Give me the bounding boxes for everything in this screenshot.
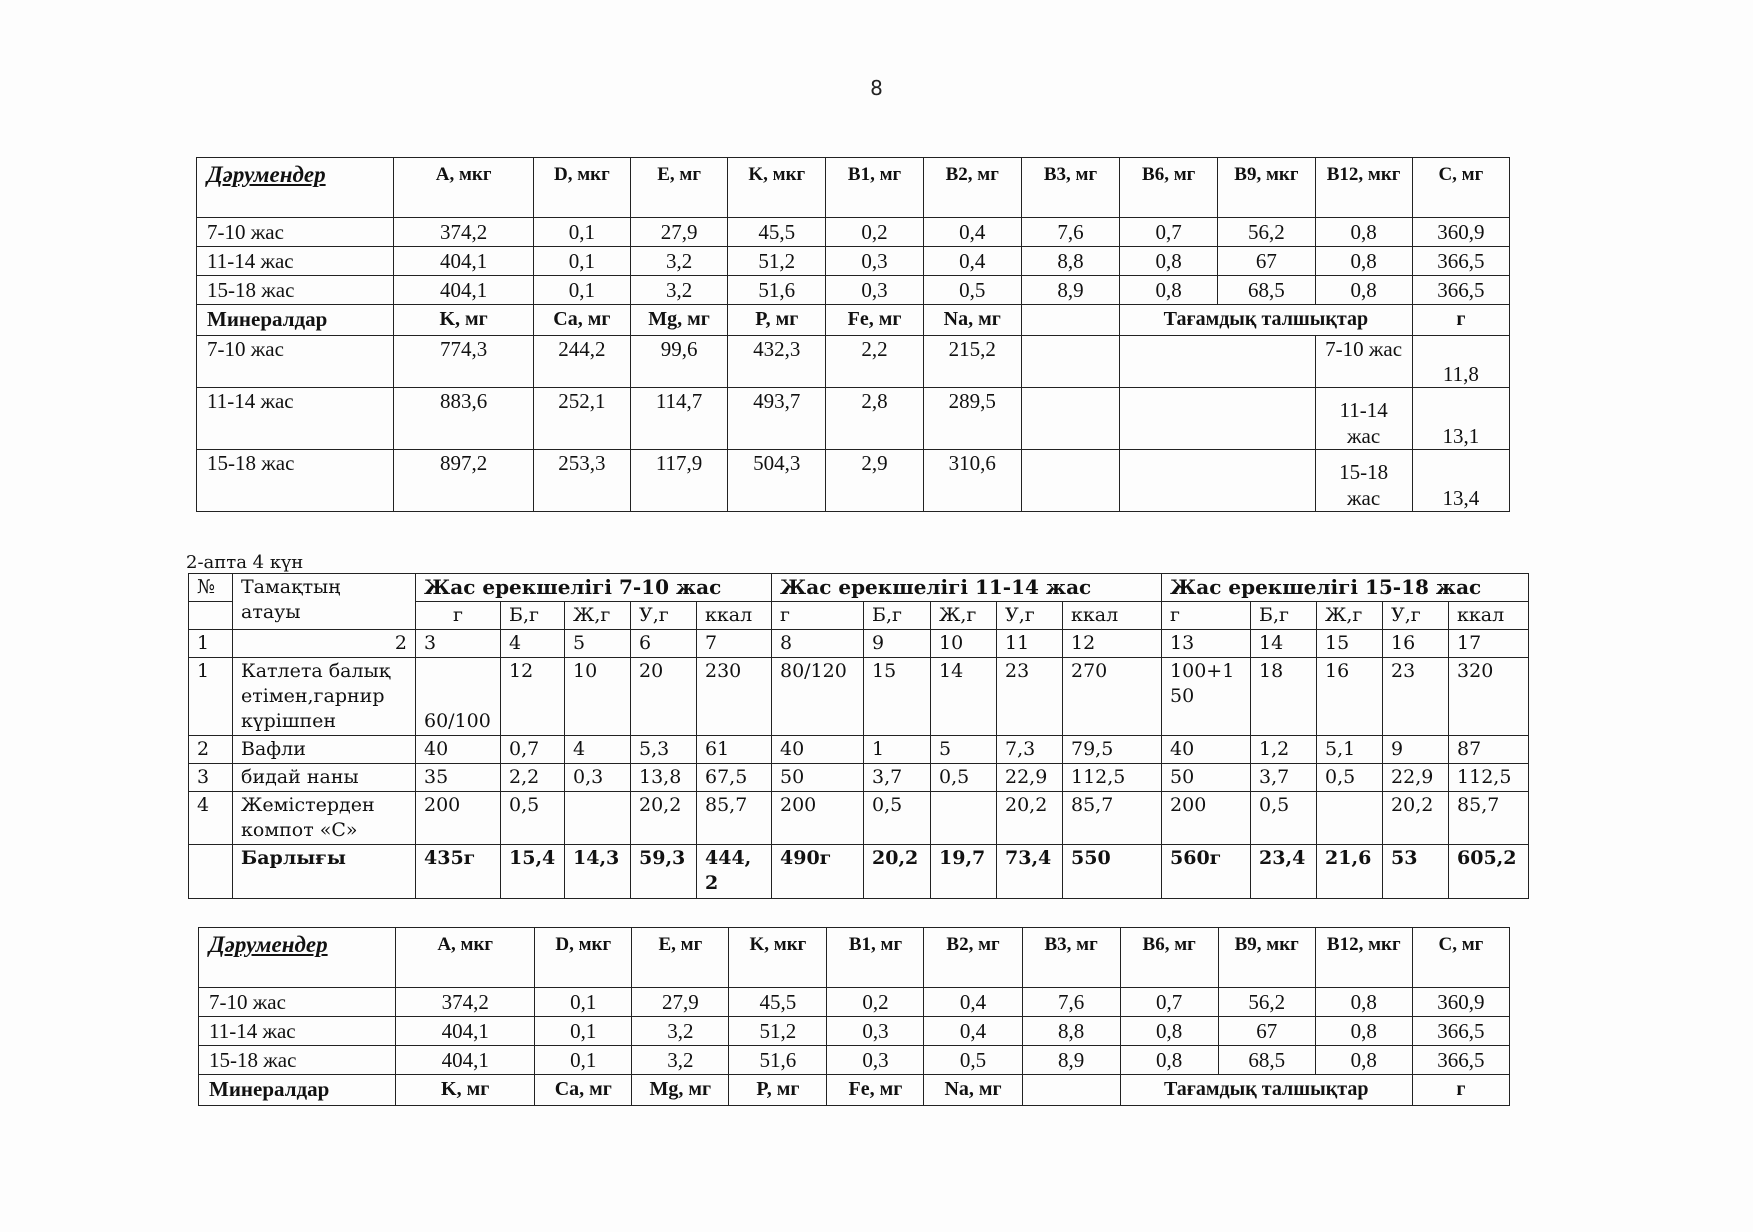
total-cell: 21,6 [1317, 845, 1383, 899]
fiber-value: 13,4 [1412, 450, 1509, 512]
cell: 8,8 [1021, 247, 1119, 276]
column-index: 5 [565, 630, 631, 658]
col-header: Na, мг [923, 305, 1021, 336]
cell: 20,2 [631, 792, 697, 845]
subcol-header: Б,г [864, 602, 931, 630]
cell: 40 [416, 736, 501, 764]
cell: 40 [1162, 736, 1251, 764]
cell: 360,9 [1412, 218, 1509, 247]
cell: 12 [501, 658, 565, 736]
cell: 3,2 [632, 1017, 729, 1046]
cell: 0,4 [923, 218, 1021, 247]
cell: 404,1 [396, 1046, 535, 1075]
cell: 0,5 [1317, 764, 1383, 792]
cell: 5,3 [631, 736, 697, 764]
column-index: 4 [501, 630, 565, 658]
column-index: 17 [1449, 630, 1529, 658]
food-name-header-line1: Тамақтың [241, 576, 341, 598]
cell: 404,1 [394, 247, 533, 276]
cell: 100+150 [1162, 658, 1251, 736]
vitamins-row [197, 247, 1510, 276]
fiber-value: 11,8 [1412, 336, 1509, 388]
subcol-header: Б,г [501, 602, 565, 630]
col-header: B6, мг [1120, 158, 1218, 218]
cell: 9 [1383, 736, 1449, 764]
total-cell: 560г [1162, 845, 1251, 899]
cell: 0,8 [1315, 1017, 1412, 1046]
cell: 883,6 [394, 388, 533, 450]
col-header: Ca, мг [533, 305, 630, 336]
cell: 0,3 [827, 1046, 924, 1075]
cell: 45,5 [729, 988, 827, 1017]
column-index: 13 [1162, 630, 1251, 658]
food-name: Жемістерден компот «С» [233, 792, 416, 845]
menu-row [189, 658, 1529, 736]
cell: 366,5 [1412, 1017, 1509, 1046]
cell: 22,9 [1383, 764, 1449, 792]
cell: 0,8 [1315, 988, 1412, 1017]
fiber-header: Тағамдық талшықтар [1120, 305, 1413, 336]
cell: 504,3 [728, 450, 826, 512]
cell: 0,8 [1315, 247, 1412, 276]
subcol-header: ккал [1063, 602, 1162, 630]
subcol-header: У,г [997, 602, 1063, 630]
col-header: B9, мкг [1218, 928, 1315, 988]
cell: 61 [697, 736, 772, 764]
total-cell: 59,3 [631, 845, 697, 899]
col-header: D, мкг [533, 158, 630, 218]
col-header: B9, мкг [1218, 158, 1315, 218]
fiber-age: 11-14 жас [1315, 388, 1412, 450]
col-header: Ca, мг [535, 1075, 632, 1106]
col-header: B1, мг [827, 928, 924, 988]
cell: 366,5 [1412, 247, 1509, 276]
cell: 289,5 [923, 388, 1021, 450]
cell: 15 [864, 658, 931, 736]
cell: 85,7 [1449, 792, 1529, 845]
cell: 3,2 [630, 276, 727, 305]
cell: 8,8 [1022, 1017, 1120, 1046]
cell: 68,5 [1218, 276, 1315, 305]
cell: 244,2 [533, 336, 630, 388]
subcol-header: г [416, 602, 501, 630]
cell: 3,2 [630, 247, 727, 276]
cell: 45,5 [728, 218, 826, 247]
food-name-header-line2: атауы [241, 601, 301, 623]
cell [565, 792, 631, 845]
cell: 374,2 [396, 988, 535, 1017]
cell: 85,7 [697, 792, 772, 845]
minerals-header-row [199, 1075, 1510, 1106]
column-index: 12 [1063, 630, 1162, 658]
cell: 493,7 [728, 388, 826, 450]
age-group-header-11-14: Жас ерекшелігі 11-14 жас [772, 574, 1162, 602]
col-header: P, мг [728, 305, 826, 336]
column-index: 1 [189, 630, 233, 658]
col-header: B3, мг [1021, 158, 1119, 218]
cell: 0,4 [923, 247, 1021, 276]
cell: 56,2 [1218, 218, 1315, 247]
cell: 16 [1317, 658, 1383, 736]
cell: 99,6 [630, 336, 727, 388]
cell: 10 [565, 658, 631, 736]
cell: 0,8 [1120, 1017, 1218, 1046]
row-label: 7-10 жас [199, 988, 396, 1017]
cell: 0,8 [1120, 1046, 1218, 1075]
cell: 87 [1449, 736, 1529, 764]
col-header: E, мг [632, 928, 729, 988]
menu-row [189, 736, 1529, 764]
col-header: A, мкг [396, 928, 535, 988]
cell: 40 [772, 736, 864, 764]
column-index: 11 [997, 630, 1063, 658]
cell: 252,1 [533, 388, 630, 450]
total-row [189, 845, 1529, 899]
cell: 114,7 [630, 388, 727, 450]
cell: 85,7 [1063, 792, 1162, 845]
cell: 23 [997, 658, 1063, 736]
column-index: 9 [864, 630, 931, 658]
col-header: K, мг [394, 305, 533, 336]
col-header: K, мг [396, 1075, 535, 1106]
fiber-age: 7-10 жас [1315, 336, 1412, 388]
cell: 320 [1449, 658, 1529, 736]
cell: 20 [631, 658, 697, 736]
empty-cell [1021, 388, 1119, 450]
total-cell: 15,4 [501, 845, 565, 899]
cell: 0,5 [1251, 792, 1317, 845]
fiber-age: 15-18 жас [1315, 450, 1412, 512]
vitamins-minerals-table-1 [196, 157, 1510, 512]
cell: 4 [565, 736, 631, 764]
empty-cell [189, 845, 233, 899]
col-header: Fe, мг [827, 1075, 924, 1106]
cell: 7,6 [1022, 988, 1120, 1017]
col-header: K, мкг [728, 158, 826, 218]
row-label: 11-14 жас [197, 247, 394, 276]
subcol-header: г [1162, 602, 1251, 630]
subcol-header: ккал [697, 602, 772, 630]
menu-group-header-row [189, 574, 1529, 602]
col-header: B6, мг [1120, 928, 1218, 988]
total-cell: 550 [1063, 845, 1162, 899]
cell: 14 [931, 658, 997, 736]
fiber-value: 13,1 [1412, 388, 1509, 450]
column-index: 2 [233, 630, 416, 658]
menu-row [189, 792, 1529, 845]
row-number: 4 [189, 792, 233, 845]
total-cell: 490г [772, 845, 864, 899]
column-index: 15 [1317, 630, 1383, 658]
col-header: E, мг [630, 158, 727, 218]
cell: 2,8 [826, 388, 923, 450]
vitamins-row [197, 218, 1510, 247]
col-header: B1, мг [826, 158, 923, 218]
subcol-header: У,г [631, 602, 697, 630]
cell: 0,4 [924, 1017, 1022, 1046]
cell: 27,9 [630, 218, 727, 247]
row-number: 1 [189, 658, 233, 736]
col-header: B3, мг [1022, 928, 1120, 988]
cell: 2,2 [826, 336, 923, 388]
cell: 200 [416, 792, 501, 845]
cell: 60/100 [416, 658, 501, 736]
total-label: Барлығы [233, 845, 416, 899]
cell: 7,3 [997, 736, 1063, 764]
fiber-header: Тағамдық талшықтар [1120, 1075, 1412, 1106]
vitamins-minerals-table-2 [198, 927, 1510, 1106]
cell: 35 [416, 764, 501, 792]
subcol-header: Ж,г [931, 602, 997, 630]
cell: 0,3 [826, 276, 923, 305]
food-name-header [233, 574, 416, 630]
cell: 3,7 [1251, 764, 1317, 792]
cell: 67 [1218, 1017, 1315, 1046]
cell: 1,2 [1251, 736, 1317, 764]
col-header: B2, мг [923, 158, 1021, 218]
col-header: D, мкг [535, 928, 632, 988]
total-cell: 23,4 [1251, 845, 1317, 899]
subcol-header: г [772, 602, 864, 630]
cell: 112,5 [1063, 764, 1162, 792]
cell: 0,3 [827, 1017, 924, 1046]
column-index: 16 [1383, 630, 1449, 658]
cell: 360,9 [1412, 988, 1509, 1017]
cell: 13,8 [631, 764, 697, 792]
row-label: 11-14 жас [197, 388, 394, 450]
fiber-unit: г [1412, 1075, 1509, 1106]
total-cell: 20,2 [864, 845, 931, 899]
cell: 68,5 [1218, 1046, 1315, 1075]
row-label: 15-18 жас [199, 1046, 396, 1075]
cell: 67,5 [697, 764, 772, 792]
cell: 0,8 [1315, 276, 1412, 305]
cell: 50 [1162, 764, 1251, 792]
col-header: C, мг [1412, 158, 1509, 218]
cell: 67 [1218, 247, 1315, 276]
cell: 0,8 [1120, 247, 1218, 276]
cell: 0,1 [535, 1017, 632, 1046]
minerals-title: Минералдар [199, 1075, 396, 1106]
cell: 2,2 [501, 764, 565, 792]
cell: 0,5 [931, 764, 997, 792]
cell: 8,9 [1022, 1046, 1120, 1075]
cell: 0,8 [1120, 276, 1218, 305]
col-header: A, мкг [394, 158, 533, 218]
cell: 0,7 [1120, 988, 1218, 1017]
cell: 0,1 [535, 988, 632, 1017]
column-index-row [189, 630, 1529, 658]
cell: 0,8 [1315, 1046, 1412, 1075]
cell: 0,1 [533, 276, 630, 305]
cell: 50 [772, 764, 864, 792]
empty-cell [1120, 336, 1315, 388]
num-header: № [189, 574, 233, 602]
subcol-header: Ж,г [565, 602, 631, 630]
col-header: B12, мкг [1315, 928, 1412, 988]
empty-cell [1120, 388, 1315, 450]
cell: 0,5 [864, 792, 931, 845]
cell: 270 [1063, 658, 1162, 736]
cell: 20,2 [1383, 792, 1449, 845]
subcol-header: У,г [1383, 602, 1449, 630]
empty-cell [1021, 305, 1119, 336]
cell: 0,4 [924, 988, 1022, 1017]
column-index: 14 [1251, 630, 1317, 658]
row-label: 11-14 жас [199, 1017, 396, 1046]
row-number: 3 [189, 764, 233, 792]
menu-caption: 2-апта 4 күн [186, 552, 304, 573]
vitamins-header-row [197, 158, 1510, 218]
total-cell: 53 [1383, 845, 1449, 899]
column-index: 8 [772, 630, 864, 658]
cell: 0,1 [535, 1046, 632, 1075]
page-number: 8 [870, 76, 883, 100]
minerals-row [197, 388, 1510, 450]
cell: 20,2 [997, 792, 1063, 845]
column-index: 7 [697, 630, 772, 658]
cell: 3,7 [864, 764, 931, 792]
cell: 23 [1383, 658, 1449, 736]
subcol-header: ккал [1449, 602, 1529, 630]
cell: 8,9 [1021, 276, 1119, 305]
row-label: 7-10 жас [197, 336, 394, 388]
empty-cell [1021, 450, 1119, 512]
food-name: Вафли [233, 736, 416, 764]
col-header: Mg, мг [630, 305, 727, 336]
cell: 51,2 [728, 247, 826, 276]
cell: 7,6 [1021, 218, 1119, 247]
vitamins-title: Дәрумендер [199, 928, 396, 988]
vitamins-row [197, 276, 1510, 305]
age-group-header-15-18: Жас ерекшелігі 15-18 жас [1162, 574, 1529, 602]
total-cell: 19,7 [931, 845, 997, 899]
minerals-row [197, 336, 1510, 388]
col-header: B12, мкг [1315, 158, 1412, 218]
cell: 0,2 [826, 218, 923, 247]
empty-cell [189, 602, 233, 630]
cell: 112,5 [1449, 764, 1529, 792]
age-group-header-7-10: Жас ерекшелігі 7-10 жас [416, 574, 772, 602]
column-index: 10 [931, 630, 997, 658]
vitamins-row [199, 1046, 1510, 1075]
cell: 22,9 [997, 764, 1063, 792]
total-cell: 605,2 [1449, 845, 1529, 899]
column-index: 6 [631, 630, 697, 658]
total-cell: 435г [416, 845, 501, 899]
vitamins-row [199, 1017, 1510, 1046]
cell: 80/120 [772, 658, 864, 736]
col-header: B2, мг [924, 928, 1022, 988]
cell: 366,5 [1412, 1046, 1509, 1075]
cell: 2,9 [826, 450, 923, 512]
cell: 310,6 [923, 450, 1021, 512]
row-label: 7-10 жас [197, 218, 394, 247]
cell: 0,8 [1315, 218, 1412, 247]
cell: 0,5 [923, 276, 1021, 305]
col-header: P, мг [729, 1075, 827, 1106]
cell: 5 [931, 736, 997, 764]
cell [1317, 792, 1383, 845]
col-header: Na, мг [924, 1075, 1022, 1106]
menu-table [188, 573, 1529, 899]
cell: 1 [864, 736, 931, 764]
cell: 774,3 [394, 336, 533, 388]
col-header: C, мг [1412, 928, 1509, 988]
cell: 215,2 [923, 336, 1021, 388]
menu-row [189, 764, 1529, 792]
cell: 3,2 [632, 1046, 729, 1075]
cell: 374,2 [394, 218, 533, 247]
empty-cell [1120, 450, 1315, 512]
cell: 404,1 [394, 276, 533, 305]
total-cell: 444,2 [697, 845, 772, 899]
col-header: Mg, мг [632, 1075, 729, 1106]
cell: 0,2 [827, 988, 924, 1017]
food-name: бидай наны [233, 764, 416, 792]
total-cell: 14,3 [565, 845, 631, 899]
minerals-title: Минералдар [197, 305, 394, 336]
empty-cell [1022, 1075, 1120, 1106]
cell: 230 [697, 658, 772, 736]
cell: 51,2 [729, 1017, 827, 1046]
cell [931, 792, 997, 845]
vitamins-header-row [199, 928, 1510, 988]
cell: 404,1 [396, 1017, 535, 1046]
row-number: 2 [189, 736, 233, 764]
empty-cell [1021, 336, 1119, 388]
cell: 51,6 [728, 276, 826, 305]
cell: 0,3 [826, 247, 923, 276]
cell: 253,3 [533, 450, 630, 512]
cell: 51,6 [729, 1046, 827, 1075]
fiber-unit: г [1412, 305, 1509, 336]
subcol-header: Б,г [1251, 602, 1317, 630]
cell: 366,5 [1412, 276, 1509, 305]
cell: 0,3 [565, 764, 631, 792]
vitamins-row [199, 988, 1510, 1017]
minerals-header-row [197, 305, 1510, 336]
cell: 117,9 [630, 450, 727, 512]
col-header: Fe, мг [826, 305, 923, 336]
cell: 0,5 [501, 792, 565, 845]
cell: 79,5 [1063, 736, 1162, 764]
cell: 0,7 [501, 736, 565, 764]
cell: 897,2 [394, 450, 533, 512]
col-header: K, мкг [729, 928, 827, 988]
cell: 200 [1162, 792, 1251, 845]
total-cell: 73,4 [997, 845, 1063, 899]
cell: 432,3 [728, 336, 826, 388]
minerals-row [197, 450, 1510, 512]
subcol-header: Ж,г [1317, 602, 1383, 630]
row-label: 15-18 жас [197, 276, 394, 305]
cell: 5,1 [1317, 736, 1383, 764]
cell: 27,9 [632, 988, 729, 1017]
food-name: Катлета балық етімен,гарнир күрішпен [233, 658, 416, 736]
cell: 0,7 [1120, 218, 1218, 247]
cell: 0,1 [533, 218, 630, 247]
cell: 0,5 [924, 1046, 1022, 1075]
row-label: 15-18 жас [197, 450, 394, 512]
column-index: 3 [416, 630, 501, 658]
cell: 200 [772, 792, 864, 845]
cell: 56,2 [1218, 988, 1315, 1017]
cell: 0,1 [533, 247, 630, 276]
vitamins-title: Дәрумендер [197, 158, 394, 218]
cell: 18 [1251, 658, 1317, 736]
